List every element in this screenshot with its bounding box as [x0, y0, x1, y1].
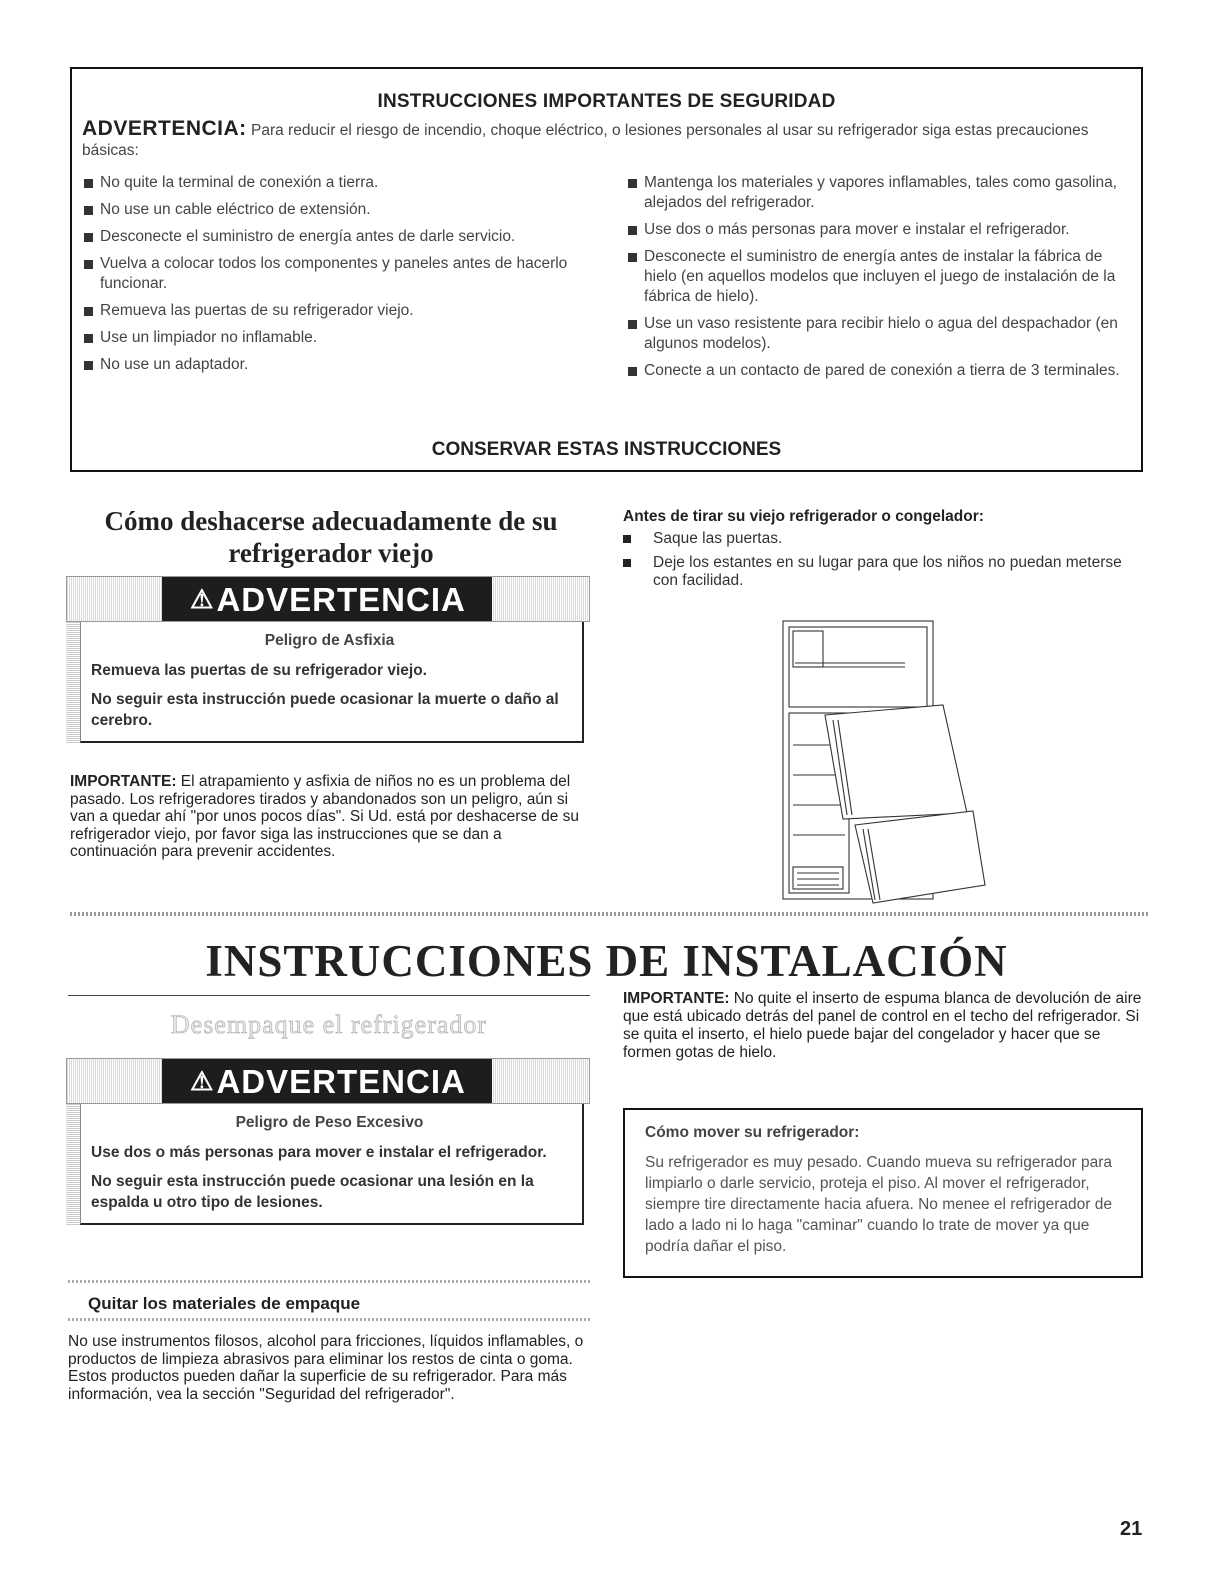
- important-text: El atrapamiento y asfixia de niños no es un problema del pasado. Los refrigeradores tirados y abandonados son un peligro, aún si van a quedar ahí "por unos pocos días". Si Ud. está por deshacerse de su refrigerador viejo, por favor siga las instrucciones que se dan a continuación para prevenir accidentes.: [70, 773, 580, 860]
- list-item-text: Desconecte el suministro de energía antes de instalar la fábrica de hielo (en aquellos modelos que incluyen el juego de instalación de la fábrica de hielo).: [644, 248, 1116, 305]
- moving-box: [623, 1108, 1143, 1278]
- warning-title: Peligro de Peso Excesivo: [235, 1114, 424, 1131]
- moving-title: Cómo mover su refrigerador:: [645, 1124, 860, 1141]
- remove-packaging-title: Quitar los materiales de empaque: [88, 1294, 361, 1313]
- safety-warning-intro: [82, 119, 1111, 161]
- list-item-text: Use dos o más personas para mover e instalar el refrigerador.: [644, 221, 1070, 238]
- before-disposal-heading: Antes de tirar su viejo refrigerador o congelador:: [623, 508, 984, 525]
- bullet-icon: [84, 334, 93, 343]
- safety-list-right: [628, 173, 1138, 388]
- warning-triangle-icon: ⚠: [190, 584, 215, 614]
- install-important: [623, 990, 1143, 1062]
- list-item-text: Use un vaso resistente para recibir hielo o agua del despachador (en algunos modelos).: [644, 315, 1118, 352]
- list-item: [623, 554, 1143, 590]
- list-item: [628, 361, 1138, 381]
- bullet-icon: [84, 233, 93, 242]
- list-item-text: Desconecte el suministro de energía antes de darle servicio.: [100, 228, 516, 245]
- warning-line: Remueva las puertas de su refrigerador viejo.: [91, 662, 427, 679]
- bullet-icon: [623, 535, 631, 543]
- warning-label: ADVERTENCIA:: [82, 117, 247, 140]
- bullet-icon: [628, 253, 637, 262]
- warning-line: Use dos o más personas para mover e instalar el refrigerador.: [91, 1144, 547, 1161]
- important-label: IMPORTANTE:: [70, 773, 177, 790]
- rule-line: [68, 995, 590, 996]
- warning-line: No seguir esta instrucción puede ocasionar una lesión en la espalda u otro tipo de lesiones.: [91, 1173, 534, 1211]
- safety-instructions-box: [70, 67, 1143, 472]
- list-item-text: No use un cable eléctrico de extensión.: [100, 201, 371, 218]
- list-item: [84, 328, 604, 348]
- warning-text: Para reducir el riesgo de incendio, choque eléctrico, o lesiones personales al usar su refrigerador siga estas precauciones básicas:: [82, 122, 1089, 159]
- installation-title: INSTRUCCIONES DE INSTALACIÓN: [205, 936, 1008, 986]
- asphyxia-warning: [66, 576, 590, 743]
- safety-footer: CONSERVAR ESTAS INSTRUCCIONES: [431, 439, 782, 460]
- list-item: [84, 173, 604, 193]
- bullet-icon: [628, 320, 637, 329]
- list-item: [84, 355, 604, 375]
- list-item-text: No use un adaptador.: [100, 356, 249, 373]
- warning-side-pattern: [66, 1104, 80, 1225]
- list-item-text: Saque las puertas.: [653, 530, 783, 547]
- bullet-icon: [84, 361, 93, 370]
- warning-title: Peligro de Asfixia: [264, 632, 395, 649]
- dotted-rule: [68, 1318, 590, 1321]
- list-item: [84, 200, 604, 220]
- important-label: IMPORTANTE:: [623, 990, 730, 1007]
- warning-line: No seguir esta instrucción puede ocasionar la muerte o daño al cerebro.: [91, 691, 559, 729]
- banner-text: ADVERTENCIA: [216, 1063, 466, 1100]
- refrigerator-illustration: [775, 615, 995, 910]
- moving-text: Su refrigerador es muy pesado. Cuando mueva su refrigerador para limpiarlo o darle servicio, proteja el piso. Al mover el refrigerador, siempre tire directamente hacia afuera. No menee el refrigerador de lado a lado ni lo haga "caminar" cuando lo trate de mover ya que podría dañar el piso.: [645, 1154, 1112, 1255]
- dispose-important: [70, 773, 590, 861]
- weight-warning: [66, 1058, 590, 1225]
- list-item-text: No quite la terminal de conexión a tierra.: [100, 174, 379, 191]
- unpack-title: Desempaque el refrigerador: [170, 1010, 488, 1039]
- list-item-text: Remueva las puertas de su refrigerador viejo.: [100, 302, 414, 319]
- banner-label: [67, 1063, 589, 1101]
- list-item-text: Conecte a un contacto de pared de conexión a tierra de 3 terminales.: [644, 362, 1120, 379]
- dispose-title: Cómo deshacerse adecuadamente de su refrigerador viejo: [104, 506, 558, 568]
- list-item: [628, 220, 1138, 240]
- bullet-icon: [84, 206, 93, 215]
- safety-list-left: [84, 173, 604, 382]
- warning-body: [80, 1104, 584, 1225]
- bullet-icon: [84, 179, 93, 188]
- important-text: No quite el inserto de espuma blanca de devolución de aire que está ubicado detrás del panel de control en el techo del refrigerador. Si se quita el inserto, el hielo puede bajar del congelador y hacer que se formen gotas de hielo.: [623, 990, 1142, 1061]
- banner-label: [67, 581, 589, 619]
- dotted-rule: [68, 1280, 590, 1283]
- list-item-text: Mantenga los materiales y vapores inflamables, tales como gasolina, alejados del refrigerador.: [644, 174, 1117, 211]
- bullet-icon: [623, 559, 631, 567]
- list-item-text: Use un limpiador no inflamable.: [100, 329, 318, 346]
- bullet-icon: [628, 226, 637, 235]
- list-item: [628, 247, 1138, 307]
- bullet-icon: [84, 307, 93, 316]
- banner-text: ADVERTENCIA: [216, 581, 466, 618]
- list-item: [628, 173, 1138, 213]
- list-item-text: Deje los estantes en su lugar para que los niños no puedan meterse con facilidad.: [653, 554, 1122, 589]
- list-item-text: Vuelva a colocar todos los componentes y paneles antes de hacerlo funcionar.: [100, 255, 568, 292]
- warning-banner: [66, 576, 590, 622]
- warning-banner: [66, 1058, 590, 1104]
- warning-side-pattern: [66, 622, 80, 743]
- warning-triangle-icon: ⚠: [190, 1066, 215, 1096]
- remove-packaging-text: No use instrumentos filosos, alcohol para fricciones, líquidos inflamables, o productos de limpieza abrasivos para eliminar los restos de cinta o goma. Estos productos pueden dañar la superficie de su refrigerador. Para más información, vea la sección "Seguridad del refrigerador".: [68, 1333, 584, 1403]
- safety-title: INSTRUCCIONES IMPORTANTES DE SEGURIDAD: [377, 91, 836, 112]
- list-item: [628, 314, 1138, 354]
- bullet-icon: [84, 260, 93, 269]
- list-item: [84, 254, 604, 294]
- before-disposal-list: [623, 530, 1143, 596]
- warning-body: [80, 622, 584, 743]
- page-number: 21: [1120, 1518, 1143, 1540]
- bullet-icon: [628, 179, 637, 188]
- list-item: [84, 301, 604, 321]
- list-item: [623, 530, 1143, 548]
- list-item: [84, 227, 604, 247]
- bullet-icon: [628, 367, 637, 376]
- section-divider: [70, 912, 1150, 916]
